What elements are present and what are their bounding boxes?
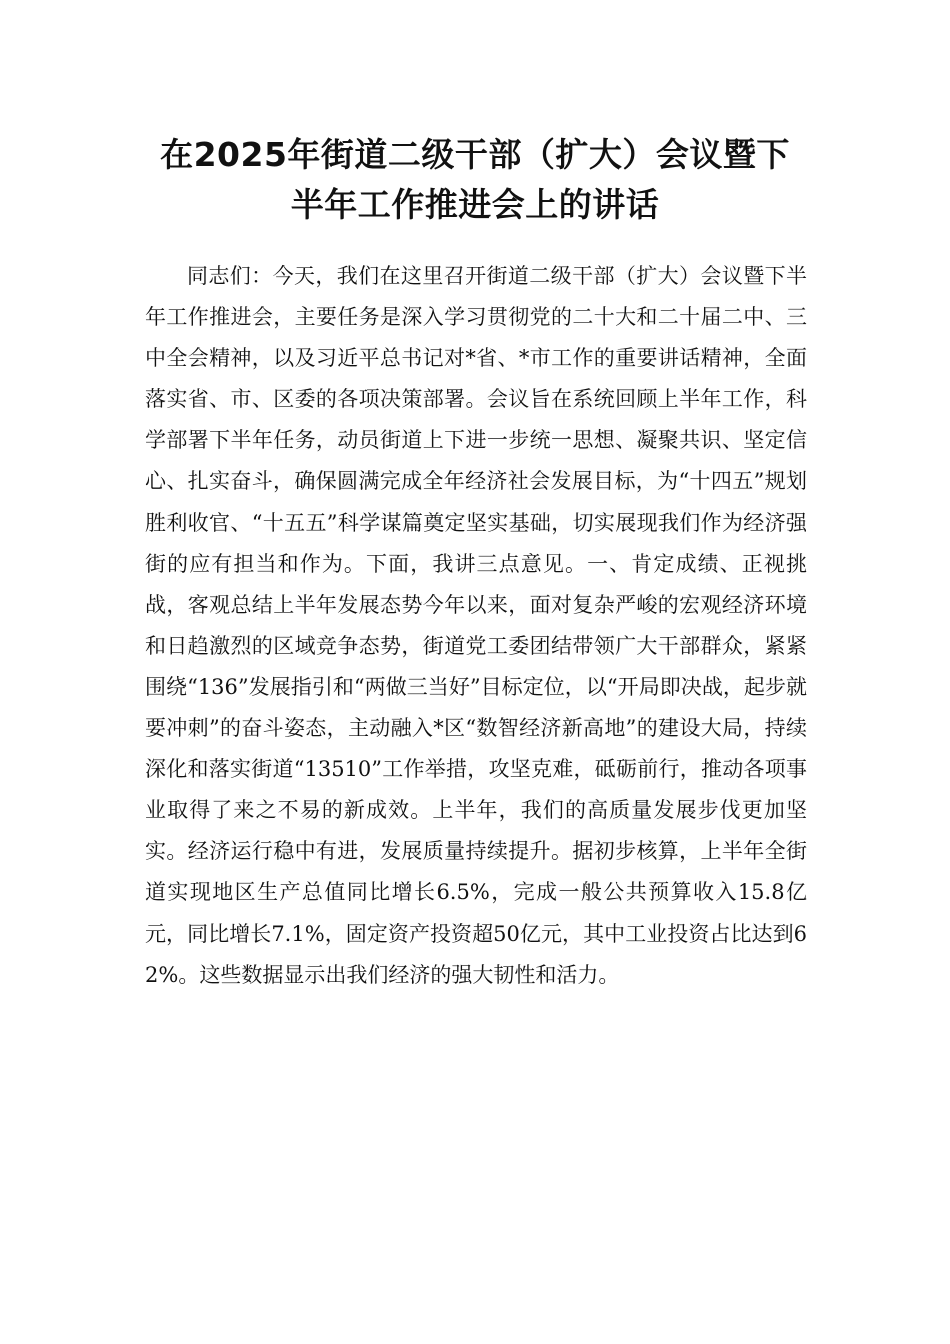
document-body-paragraph: 同志们：今天，我们在这里召开街道二级干部（扩大）会议暨下半年工作推进会，主要任务是深入学习贯彻党的二十大和二十届二中、三中全会精神，以及习近平总书记对*省、*市工作的重要讲话精神，全面落实省、市、区委的各项决策部署。会议旨在系统回顾上半年工作，科学部署下半年任务，动员街道上下进一步统一思想、凝聚共识、坚定信心、扎实奋斗，确保圆满完成全年经济社会发展目标，为“十四五”规划胜利收官、“十五五”科学谋篇奠定坚实基础，切实展现我们作为经济强街的应有担当和作为。下面，我讲三点意见。一、肯定成绩、正视挑战，客观总结上半年发展态势今年以来，面对复杂严峻的宏观经济环境和日趋激烈的区域竞争态势，街道党工委团结带领广大干部群众，紧紧围绕“136”发展指引和“两做三当好”目标定位，以“开局即决战，起步就要冲刺”的奋斗姿态，主动融入*区“数智经济新高地”的建设大局，持续深化和落实街道“13510”工作举措，攻坚克难，砥砺前行，推动各项事业取得了来之不易的新成效。上半年，我们的高质量发展步伐更加坚实。经济运行稳中有进，发展质量持续提升。据初步核算，上半年全街道实现地区生产总值同比增长6.5%，完成一般公共预算收入15.8亿元，同比增长7.1%，固定资产投资超50亿元，其中工业投资占比达到62%。这些数据显示出我们经济的强大韧性和活力。	[145, 264, 807, 987]
title-line-1: 在2025年街道二级干部（扩大）会议暨下	[160, 135, 790, 174]
title-line-2: 半年工作推进会上的讲话	[290, 185, 660, 224]
document-title	[100, 130, 850, 230]
